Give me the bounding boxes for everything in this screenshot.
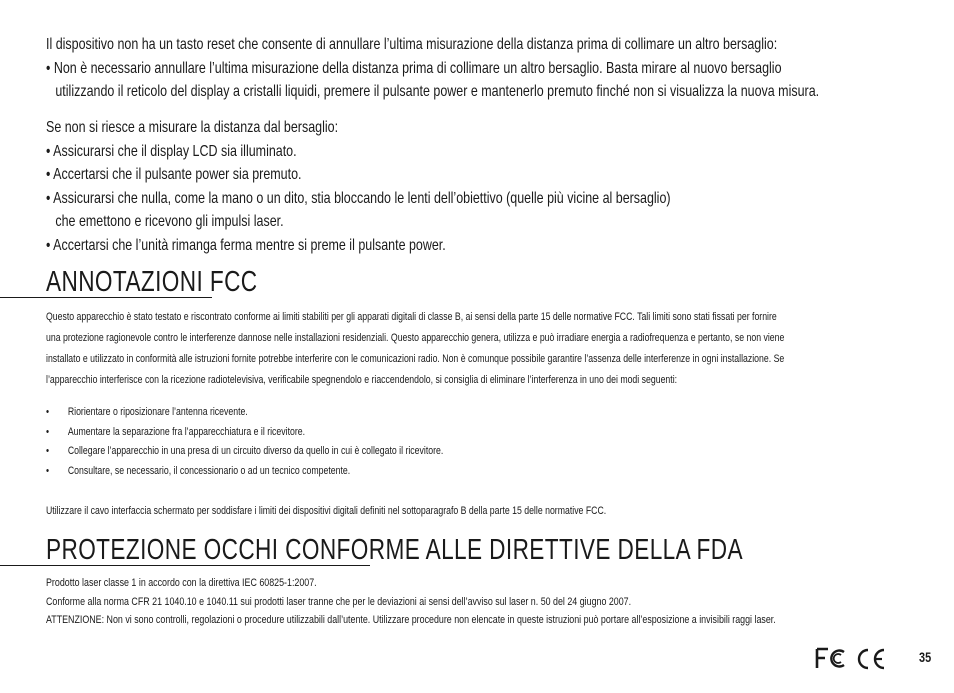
reset-info-bullet: • Non è necessario annullare l’ultima misurazione della distanza prima di collimare un altro bersaglio. Basta mirare al nuovo bersaglio xyxy=(46,59,782,77)
fda-line: Prodotto laser classe 1 in accordo con la direttiva IEC 60825-1:2007. xyxy=(46,577,317,589)
fda-section xyxy=(46,574,776,630)
certification-logos xyxy=(814,646,888,672)
fcc-cable-note: Utilizzare il cavo interfaccia schermato per soddisfare i limiti dei dispositivi digitali definiti nel sottoparagrafo B della parte 15 delle normative FCC. xyxy=(46,505,607,517)
troubleshoot-line: che emettono e ricevono gli impulsi laser. xyxy=(55,213,284,230)
fcc-logo xyxy=(817,649,844,668)
troubleshoot-intro: Se non si riesce a misurare la distanza dal bersaglio: xyxy=(46,119,339,136)
bullet-dot: • xyxy=(46,464,50,477)
bullet-dot: • xyxy=(46,445,50,457)
list-item-text: Riorientare o riposizionare l’antenna ricevente. xyxy=(67,406,248,418)
fcc-paragraph-line: Questo apparecchio è stato testato e riscontrato conforme ai limiti stabiliti per gli apparati digitali di classe B, ai sensi della parte 15 delle normative FCC. Tali limiti sono stati fissati per fornire xyxy=(46,311,777,323)
list-item xyxy=(46,403,443,423)
fcc-paragraph-line: una protezione ragionevole contro le interferenze dannose nelle installazioni residenziali. Questo apparecchio genera, utilizza e può irradiare energia a radiofrequenza e pertanto, se non viene xyxy=(46,332,785,344)
fcc-ce-logos-svg xyxy=(814,646,888,672)
reset-info xyxy=(46,33,819,104)
fcc-paragraph-line: l’apparecchio interferisce con la ricezione radiotelevisiva, verificabile spegnendolo e riaccendendolo, si consiglia di eliminare l’interferenza in uno dei modi seguenti: xyxy=(46,374,678,386)
fda-heading-rule xyxy=(0,565,370,566)
page-number: 35 xyxy=(919,649,932,665)
ce-mark-logo xyxy=(859,650,884,668)
fda-heading: PROTEZIONE OCCHI CONFORME ALLE DIRETTIVE DELLA FDA xyxy=(46,534,743,566)
list-item xyxy=(46,423,443,443)
troubleshoot-section xyxy=(46,116,671,257)
fcc-paragraph xyxy=(46,307,784,391)
troubleshoot-bullet: • Assicurarsi che il display LCD sia illuminato. xyxy=(46,142,297,160)
reset-info-line: utilizzando il reticolo del display a cristalli liquidi, premere il pulsante power e mantenerlo premuto finché non si visualizza la nuova misura. xyxy=(55,83,820,100)
reset-info-line: Il dispositivo non ha un tasto reset che consente di annullare l’ultima misurazione della distanza prima di collimare un altro bersaglio: xyxy=(46,36,778,53)
fcc-heading: ANNOTAZIONI FCC xyxy=(46,266,258,298)
fda-line: ATTENZIONE: Non vi sono controlli, regolazioni o procedure utilizzabili dall’utente. Utilizzare procedure non elencate in queste istruzioni può portare all’esposizione a invisibili raggi laser. xyxy=(46,614,776,626)
list-item xyxy=(46,462,443,482)
fcc-bullet-list xyxy=(46,403,443,481)
list-item-text: Consultare, se necessario, il concessionario o ad un tecnico competente. xyxy=(67,464,351,477)
bullet-dot: • xyxy=(46,425,50,438)
troubleshoot-bullet: • Accertarsi che il pulsante power sia premuto. xyxy=(46,166,302,183)
troubleshoot-bullet: • Accertarsi che l’unità rimanga ferma mentre si preme il pulsante power. xyxy=(46,236,446,254)
fda-line: Conforme alla norma CFR 21 1040.10 e 1040.11 sui prodotti laser tranne che per le deviazioni ai sensi dell’avviso sul laser n. 50 del 24 giugno 2007. xyxy=(46,595,632,608)
bullet-dot: • xyxy=(46,406,50,418)
list-item-text: Collegare l’apparecchio in una presa di un circuito diverso da quello in cui è collegato il ricevitore. xyxy=(67,445,444,457)
fcc-paragraph-line: installato e utilizzato in conformità alle istruzioni fornite potrebbe interferire con le comunicazioni radio. Non è comunque possibile garantire l’assenza delle interferenze in ogni installazione. Se xyxy=(46,353,785,365)
list-item-text: Aumentare la separazione fra l’apparecchiatura e il ricevitore. xyxy=(67,425,306,438)
troubleshoot-bullet: • Assicurarsi che nulla, come la mano o un dito, stia bloccando le lenti dell’obiettivo (quelle più vicine al bersaglio) xyxy=(46,189,671,207)
fcc-heading-rule xyxy=(0,297,212,298)
list-item xyxy=(46,442,443,462)
